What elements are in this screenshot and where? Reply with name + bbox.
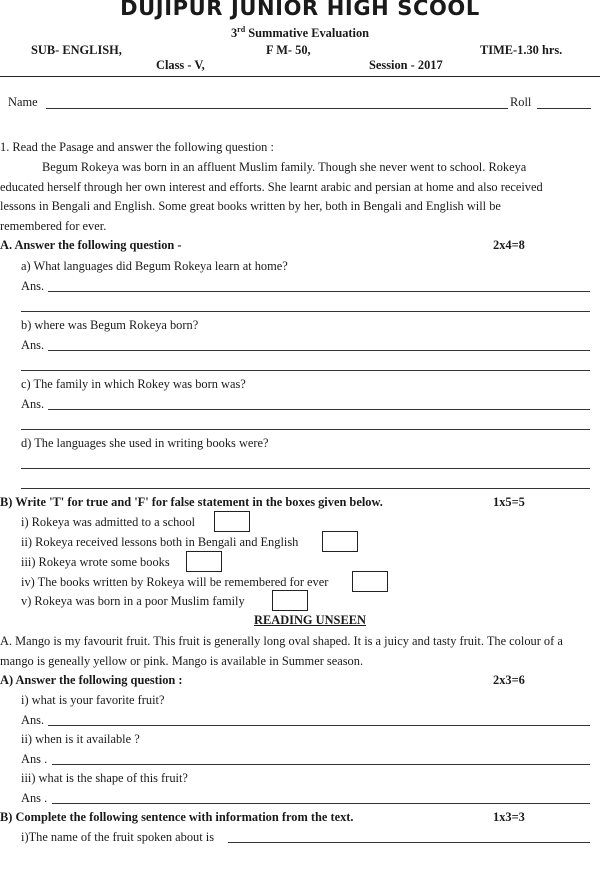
reading-section-b-heading: B) Complete the following sentence with information from the text. xyxy=(0,810,354,824)
eval-text: Summative Evaluation xyxy=(245,26,370,41)
passage-line: remembered for ever. xyxy=(0,218,107,233)
ans-label: Ans. xyxy=(21,279,45,293)
reading-section-a-marks: 2x3=6 xyxy=(493,673,525,687)
completion-sentence: i)The name of the fruit spoken about is xyxy=(21,830,215,844)
question-c: c) The family in which Rokey was born was? xyxy=(21,377,246,391)
subject-label: SUB- ENGLISH, xyxy=(31,43,122,57)
eval-ordinal: rd xyxy=(237,25,246,34)
section-a-heading: A. Answer the following question - xyxy=(0,238,182,252)
section-b-marks: 1x5=5 xyxy=(493,495,525,509)
passage-line: A. Mango is my favourit fruit. This fruit is generally long oval shaped. It is a juicy and tasty fruit. The colour of a xyxy=(0,634,563,648)
statement-2: ii) Rokeya received lessons both in Bengali and English xyxy=(21,535,299,549)
ans-label: Ans. xyxy=(21,338,45,352)
passage-line: lessons in Bengali and English. Some great books written by her, both in Bengali and English will be xyxy=(0,199,501,213)
question-d: d) The languages she used in writing books were? xyxy=(21,436,269,450)
roll-field[interactable] xyxy=(537,108,591,109)
school-name: DUJIPUR JUNIOR HIGH SCOOL xyxy=(120,0,480,20)
passage-line: Begum Rokeya was born in an affluent Muslim family. Though she never went to school. Rokeya xyxy=(42,160,527,174)
mango-passage xyxy=(0,632,597,671)
answer-box[interactable] xyxy=(322,531,358,552)
answer-line[interactable] xyxy=(48,409,590,410)
eval-number: 3 xyxy=(230,26,238,41)
answer-line[interactable] xyxy=(48,291,590,292)
answer-line[interactable] xyxy=(48,350,590,351)
ans-label: Ans . xyxy=(21,791,48,805)
ans-label: Ans. xyxy=(21,397,45,411)
passage-line: mango is geneally yellow or pink. Mango is available in Summer season. xyxy=(0,653,364,668)
session-label: Session - 2017 xyxy=(369,58,443,72)
statement-3: iii) Rokeya wrote some books xyxy=(21,555,170,569)
reading-unseen-heading: READING UNSEEN xyxy=(254,613,366,627)
evaluation-title xyxy=(0,25,600,41)
reading-section-a-heading: A) Answer the following question : xyxy=(0,673,183,687)
time-label: TIME-1.30 hrs. xyxy=(480,43,563,57)
question-b: b) where was Begum Rokeya born? xyxy=(21,318,199,332)
answer-line[interactable] xyxy=(52,764,590,765)
answer-line[interactable] xyxy=(21,468,590,469)
statement-4: iv) The books written by Rokeya will be remembered for ever xyxy=(21,575,329,589)
answer-line[interactable] xyxy=(21,429,590,430)
answer-line[interactable] xyxy=(21,488,590,489)
section-a-marks: 2x4=8 xyxy=(493,238,525,252)
answer-box[interactable] xyxy=(186,551,222,572)
section-b-heading: B) Write 'T' for true and 'F' for false statement in the boxes given below. xyxy=(0,495,383,509)
ans-label: Ans. xyxy=(21,713,45,727)
q1-passage xyxy=(0,158,597,236)
name-field[interactable] xyxy=(46,108,508,109)
reading-question-2: ii) when is it available ? xyxy=(21,732,140,746)
name-label: Name xyxy=(8,95,38,109)
answer-line[interactable] xyxy=(21,370,590,371)
question-a: a) What languages did Begum Rokeya learn at home? xyxy=(21,259,288,273)
statement-5: v) Rokeya was born in a poor Muslim family xyxy=(21,594,245,608)
full-marks-label: F M- 50, xyxy=(266,43,311,57)
passage-line: educated herself through her own interest and efforts. She learnt arabic and persian at home and also received xyxy=(0,179,543,194)
answer-line[interactable] xyxy=(48,725,590,726)
answer-line[interactable] xyxy=(52,803,590,804)
header-divider xyxy=(0,76,600,77)
answer-line[interactable] xyxy=(21,311,590,312)
class-label: Class - V, xyxy=(156,58,205,72)
reading-section-b-marks: 1x3=3 xyxy=(493,810,525,824)
q1-instruction: 1. Read the Pasage and answer the following question : xyxy=(0,140,274,154)
statement-1: i) Rokeya was admitted to a school xyxy=(21,515,196,529)
reading-question-1: i) what is your favorite fruit? xyxy=(21,693,165,707)
ans-label: Ans . xyxy=(21,752,48,766)
answer-box[interactable] xyxy=(214,511,250,532)
reading-question-3: iii) what is the shape of this fruit? xyxy=(21,771,188,785)
answer-box[interactable] xyxy=(272,590,308,611)
roll-label: Roll xyxy=(510,95,532,109)
answer-box[interactable] xyxy=(352,571,388,592)
answer-line[interactable] xyxy=(228,842,590,843)
